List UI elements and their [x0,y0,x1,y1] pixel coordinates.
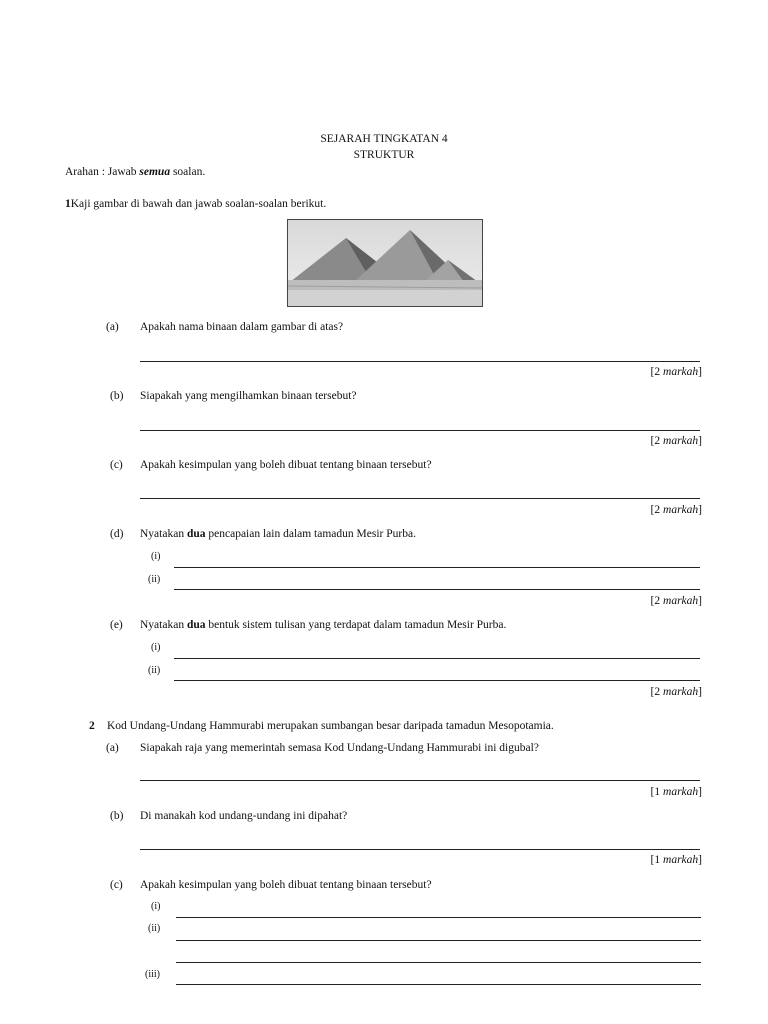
q2c-label: (c) [110,879,123,891]
q1e-i-label: (i) [151,642,161,653]
q2c-i-label: (i) [151,901,161,912]
question-1-number: 1 [65,198,71,210]
q2c-iii-answer-line[interactable] [176,984,701,985]
q1d-ii-answer-line[interactable] [174,589,700,590]
q2a-answer-line[interactable] [140,780,700,781]
page-title: SEJARAH TINGKATAN 4 [320,133,448,145]
q1e-ii-answer-line[interactable] [174,680,700,681]
q2c-ii-answer-line[interactable] [176,940,701,941]
q1d-text: Nyatakan dua pencapaian lain dalam tamadun Mesir Purba. [140,528,416,540]
instruction [65,166,205,178]
q2b-label: (b) [110,810,124,822]
q2b-marks: [1 markah] [650,854,702,866]
instruction-suffix: soalan. [170,166,206,178]
q1a-text: Apakah nama binaan dalam gambar di atas? [140,321,344,333]
page-subtitle: STRUKTUR [353,149,415,161]
question-2-text: Kod Undang-Undang Hammurabi merupakan sumbangan besar daripada tamadun Mesopotamia. [107,720,554,732]
q2a-marks: [1 markah] [650,786,702,798]
pyramids-image [288,220,483,307]
q1d-label: (d) [110,528,124,540]
q1e-i-answer-line[interactable] [174,658,700,659]
q2c-text: Apakah kesimpulan yang boleh dibuat tentang binaan tersebut? [140,879,432,891]
q2b-text: Di manakah kod undang-undang ini dipahat? [140,810,348,822]
q1b-text: Siapakah yang mengilhamkan binaan tersebut? [140,390,357,402]
q1c-label: (c) [110,459,123,471]
q1e-ii-label: (ii) [148,665,161,676]
q1e-label: (e) [110,619,123,631]
q1a-label: (a) [106,321,119,333]
q2c-ii-label: (ii) [148,923,161,934]
q1a-marks: [2 markah] [650,366,702,378]
q1c-marks: [2 markah] [650,504,702,516]
q2b-answer-line[interactable] [140,849,700,850]
question-1-heading [65,198,326,210]
q1d-ii-label: (ii) [148,574,161,585]
instruction-emphasis: semua [139,166,171,178]
q1a-answer-line[interactable] [140,361,700,362]
q1b-marks: [2 markah] [650,435,702,447]
q2c-i-answer-line[interactable] [176,917,701,918]
q2c-iii-label: (iii) [145,969,160,980]
q1b-label: (b) [110,390,124,402]
q2a-label: (a) [106,742,119,754]
q1e-marks: [2 markah] [650,686,702,698]
q1e-text: Nyatakan dua bentuk sistem tulisan yang terdapat dalam tamadun Mesir Purba. [140,619,507,631]
question-2-number: 2 [89,720,95,732]
question-1-text: Kaji gambar di bawah dan jawab soalan-soalan berikut. [70,198,327,210]
q2a-text: Siapakah raja yang memerintah semasa Kod Undang-Undang Hammurabi ini digubal? [140,742,539,754]
pyramids-photo [287,219,483,307]
q1c-text: Apakah kesimpulan yang boleh dibuat tentang binaan tersebut? [140,459,432,471]
q1d-i-label: (i) [151,551,161,562]
q1d-i-answer-line[interactable] [174,567,700,568]
q1b-answer-line[interactable] [140,430,700,431]
instruction-prefix: Arahan : Jawab [65,166,140,178]
q1d-marks: [2 markah] [650,595,702,607]
q1c-answer-line[interactable] [140,498,700,499]
q2c-extra-answer-line[interactable] [176,962,701,963]
